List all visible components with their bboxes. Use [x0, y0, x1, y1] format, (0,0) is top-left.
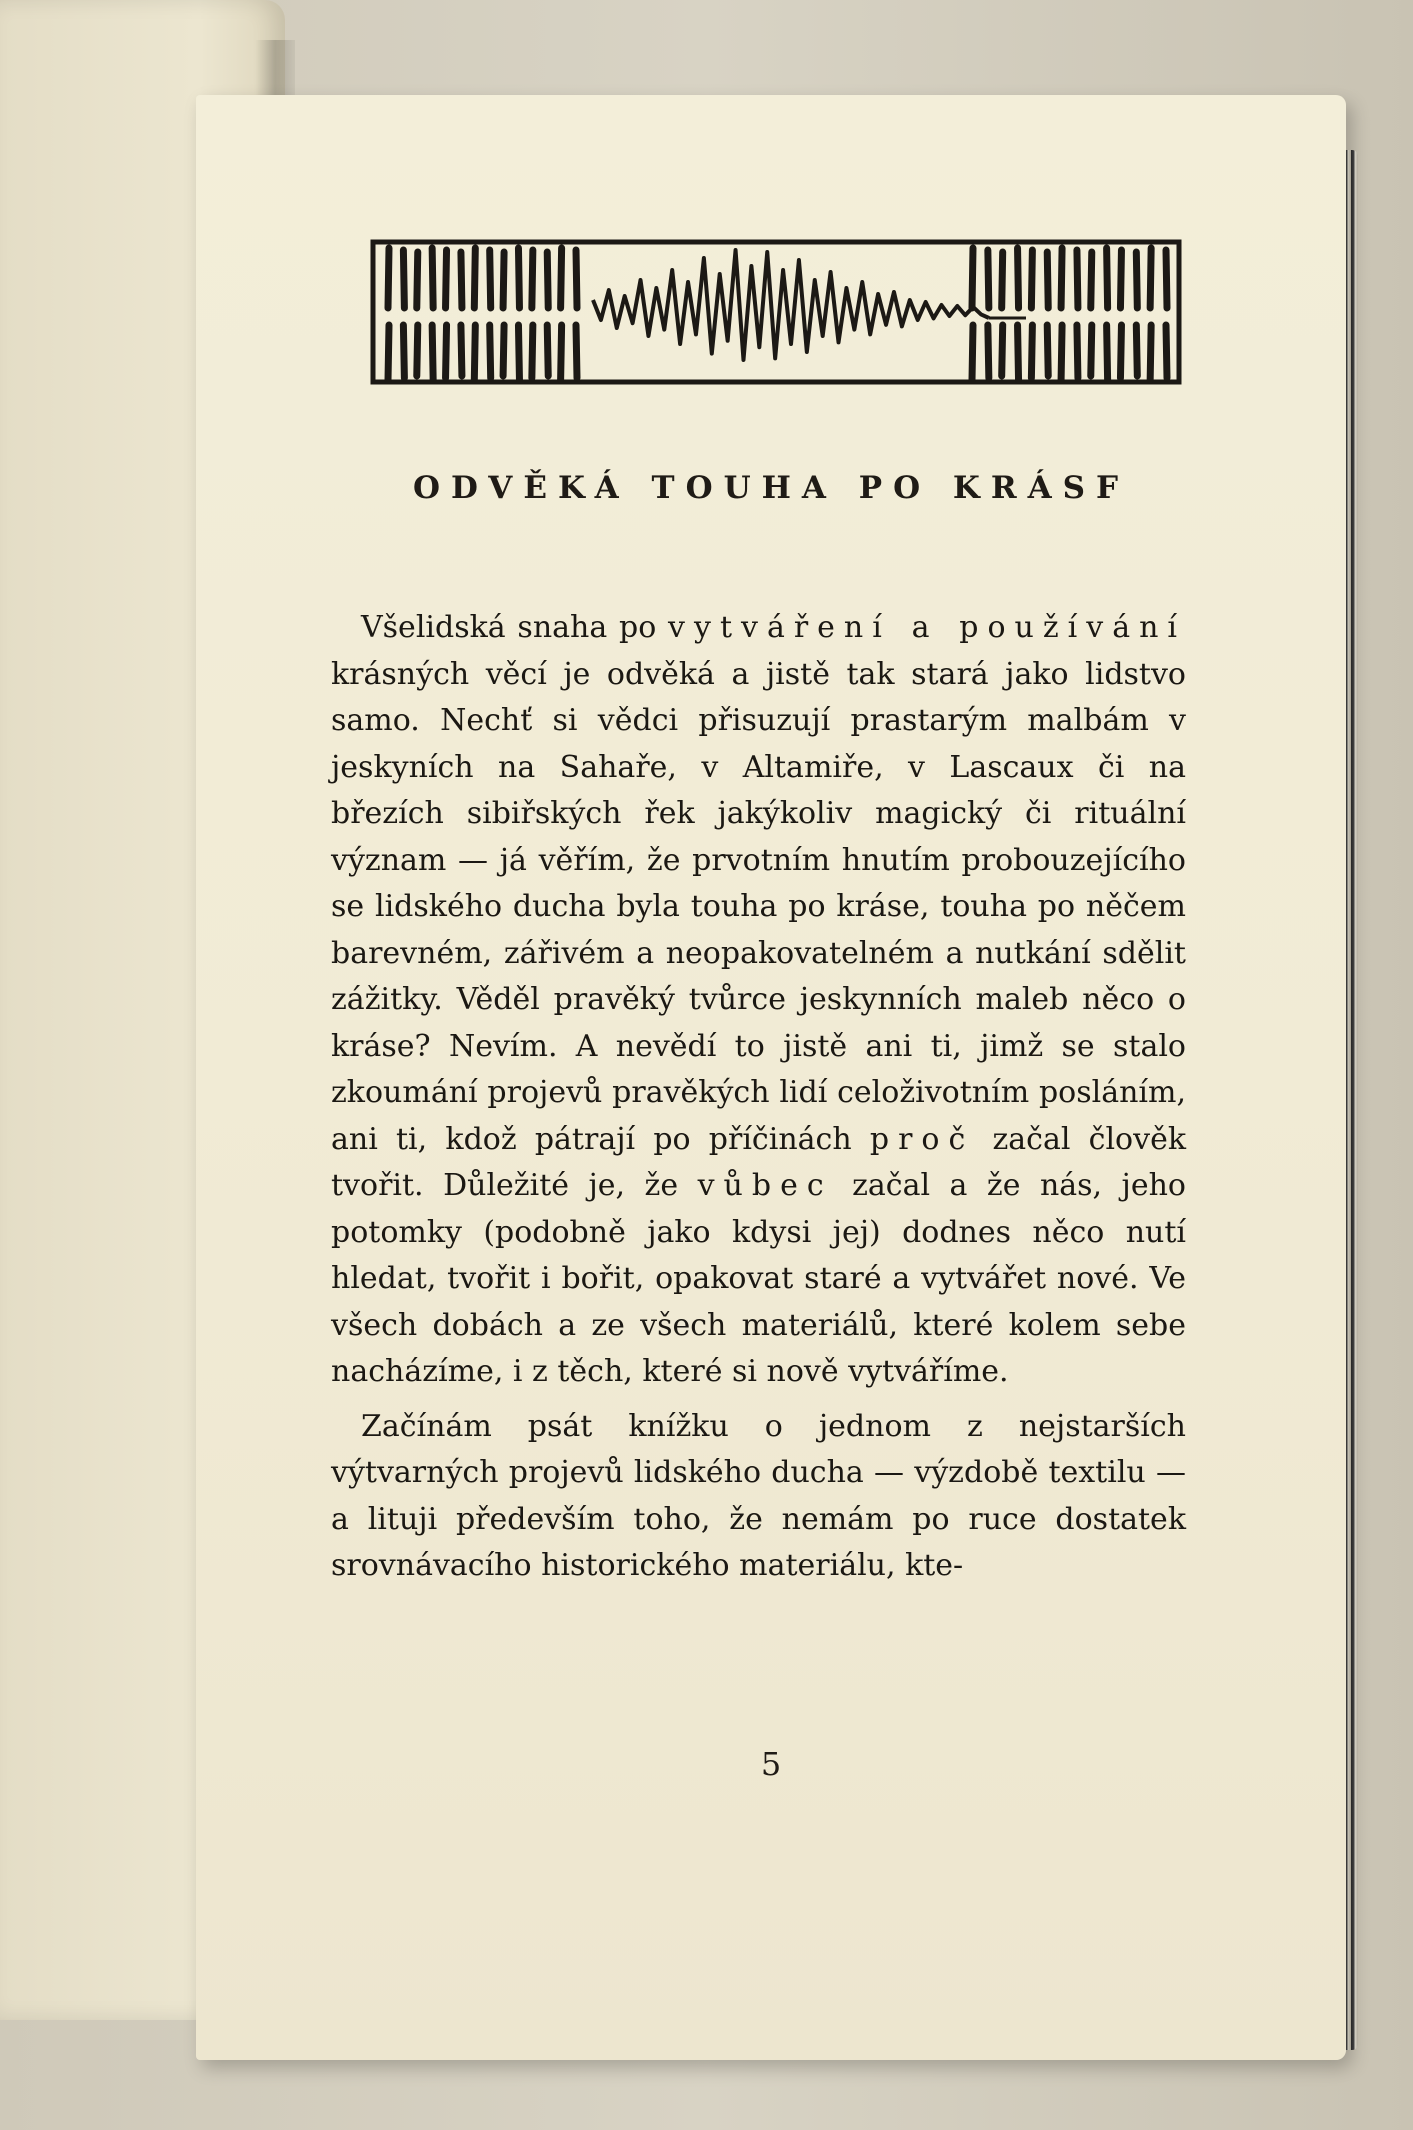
ornament-stroke	[988, 325, 989, 378]
ornament-stroke	[1061, 248, 1062, 308]
ornament-stroke	[503, 252, 504, 308]
spaced-text-segment: proč	[869, 1121, 975, 1157]
spaced-text-segment: vůbec	[697, 1168, 833, 1203]
ornament-stroke	[490, 250, 491, 308]
ornament-stroke	[490, 325, 491, 378]
ornament-stroke	[561, 325, 562, 380]
ornament-stroke	[1120, 325, 1121, 378]
ornament-wave	[593, 250, 989, 360]
text-segment: začal člověk tvořit. Důležité je, že	[331, 1121, 1186, 1203]
ornament-stroke	[518, 248, 519, 308]
body-text	[331, 605, 1186, 1590]
ornament-stroke	[988, 250, 989, 308]
book-page	[196, 95, 1346, 2060]
ornament-stroke	[1077, 325, 1078, 378]
ornament-stroke	[417, 325, 418, 376]
ornament-stroke	[1166, 250, 1167, 308]
header-ornament	[361, 200, 1191, 390]
text-segment: krásných věcí je odvěká a jistě tak stará jako lidstvo samo. Nechť si vědci přisuzují prastarým malbám v jeskyních na Sahaře, v Altamiře, v Lascaux či na březích sibiřských řek jakýkoliv magický či rituální význam — já věřím, že prvotním hnutím probouzejícího se lidského ducha byla touha po kráse, touha po něčem barevném, zářivém a neopakovatelném a nutkání sdělit zážitky. Věděl pravěký tvůrce jeskynních maleb něco o kráse? Nevím. A nevědí to jistě ani ti, jimž se stalo zkoumání projevů pravěkých lidí celoživotním posláním, ani ti, kdož pátrají po příčinách	[331, 656, 1186, 1157]
ornament-stroke	[461, 325, 462, 376]
ornament-stroke	[446, 250, 447, 308]
ornament-stroke	[547, 252, 548, 308]
ornament-stroke	[1150, 248, 1151, 308]
ornament-stroke	[1166, 325, 1167, 378]
ornament-stroke	[561, 248, 562, 308]
ornament-stroke	[1031, 250, 1032, 308]
ornament-stroke	[518, 325, 519, 380]
ornament-stroke	[1061, 325, 1062, 380]
ornament-stroke	[1077, 250, 1078, 308]
ornament-stroke	[1047, 325, 1048, 376]
ornament-stroke	[446, 325, 447, 378]
ornament-stroke	[1120, 250, 1121, 308]
paragraph-1	[331, 605, 1186, 1396]
text-segment: začal a že nás, jeho potomky (podobně jako kdysi jej) dodnes něco nutí hledat, tvořit i bořit, opakovat staré a vytvářet nové. Ve všech dobách a ze všech materiálů, které kolem sebe nacházíme, i z těch, které si nově vytváříme.	[331, 1168, 1186, 1389]
ornament-stroke	[1018, 248, 1019, 308]
ornament-stroke	[1018, 325, 1019, 380]
chapter-title: ODVĚKÁ TOUHA PO KRÁSF	[412, 470, 1130, 506]
text-segment: Všelidská snaha po	[361, 610, 669, 645]
ornament-stroke	[972, 325, 973, 380]
ornament-stroke	[474, 325, 475, 380]
ornament-stroke	[432, 325, 433, 380]
ornament-stroke	[972, 248, 973, 308]
spaced-text-segment: vytváření a používání	[668, 610, 1186, 645]
ornament-stroke	[1002, 325, 1003, 376]
ornament-stroke	[461, 252, 462, 308]
ornament-stroke	[403, 325, 404, 378]
ornament-stroke	[432, 248, 433, 308]
ornament-stroke	[1136, 325, 1137, 376]
ornament-stroke	[1107, 248, 1108, 308]
ornament-stroke	[1091, 325, 1092, 376]
ornament-stroke	[1136, 252, 1137, 308]
ornament-stroke	[1107, 325, 1108, 380]
ornament-stroke	[576, 250, 577, 308]
ornament-stroke	[1091, 252, 1092, 308]
ornament-stroke	[1150, 325, 1151, 380]
ornament-stroke	[532, 325, 533, 378]
ornament-stroke	[388, 248, 389, 308]
ornament-stroke	[1031, 325, 1032, 378]
ornament-stroke	[576, 325, 577, 378]
ornament-stroke	[417, 252, 418, 308]
ornament-stroke	[503, 325, 504, 376]
text-segment: Začínám psát knížku o jednom z nejstarších výtvarných projevů lidského ducha — výzdobě textilu — a lituji především toho, že nemám po ruce dostatek srovnávacího historického materiálu, kte-	[331, 1408, 1186, 1583]
ornament-stroke	[547, 325, 548, 376]
ornament-stroke	[403, 250, 404, 308]
page-number: 5	[760, 1745, 782, 1783]
ornament-stroke	[388, 325, 389, 380]
ornament-stroke	[1002, 252, 1003, 308]
paragraph-2	[331, 1404, 1186, 1590]
ornament-stroke	[1047, 252, 1048, 308]
ornament-stroke	[474, 248, 475, 308]
ornament-stroke	[532, 250, 533, 308]
